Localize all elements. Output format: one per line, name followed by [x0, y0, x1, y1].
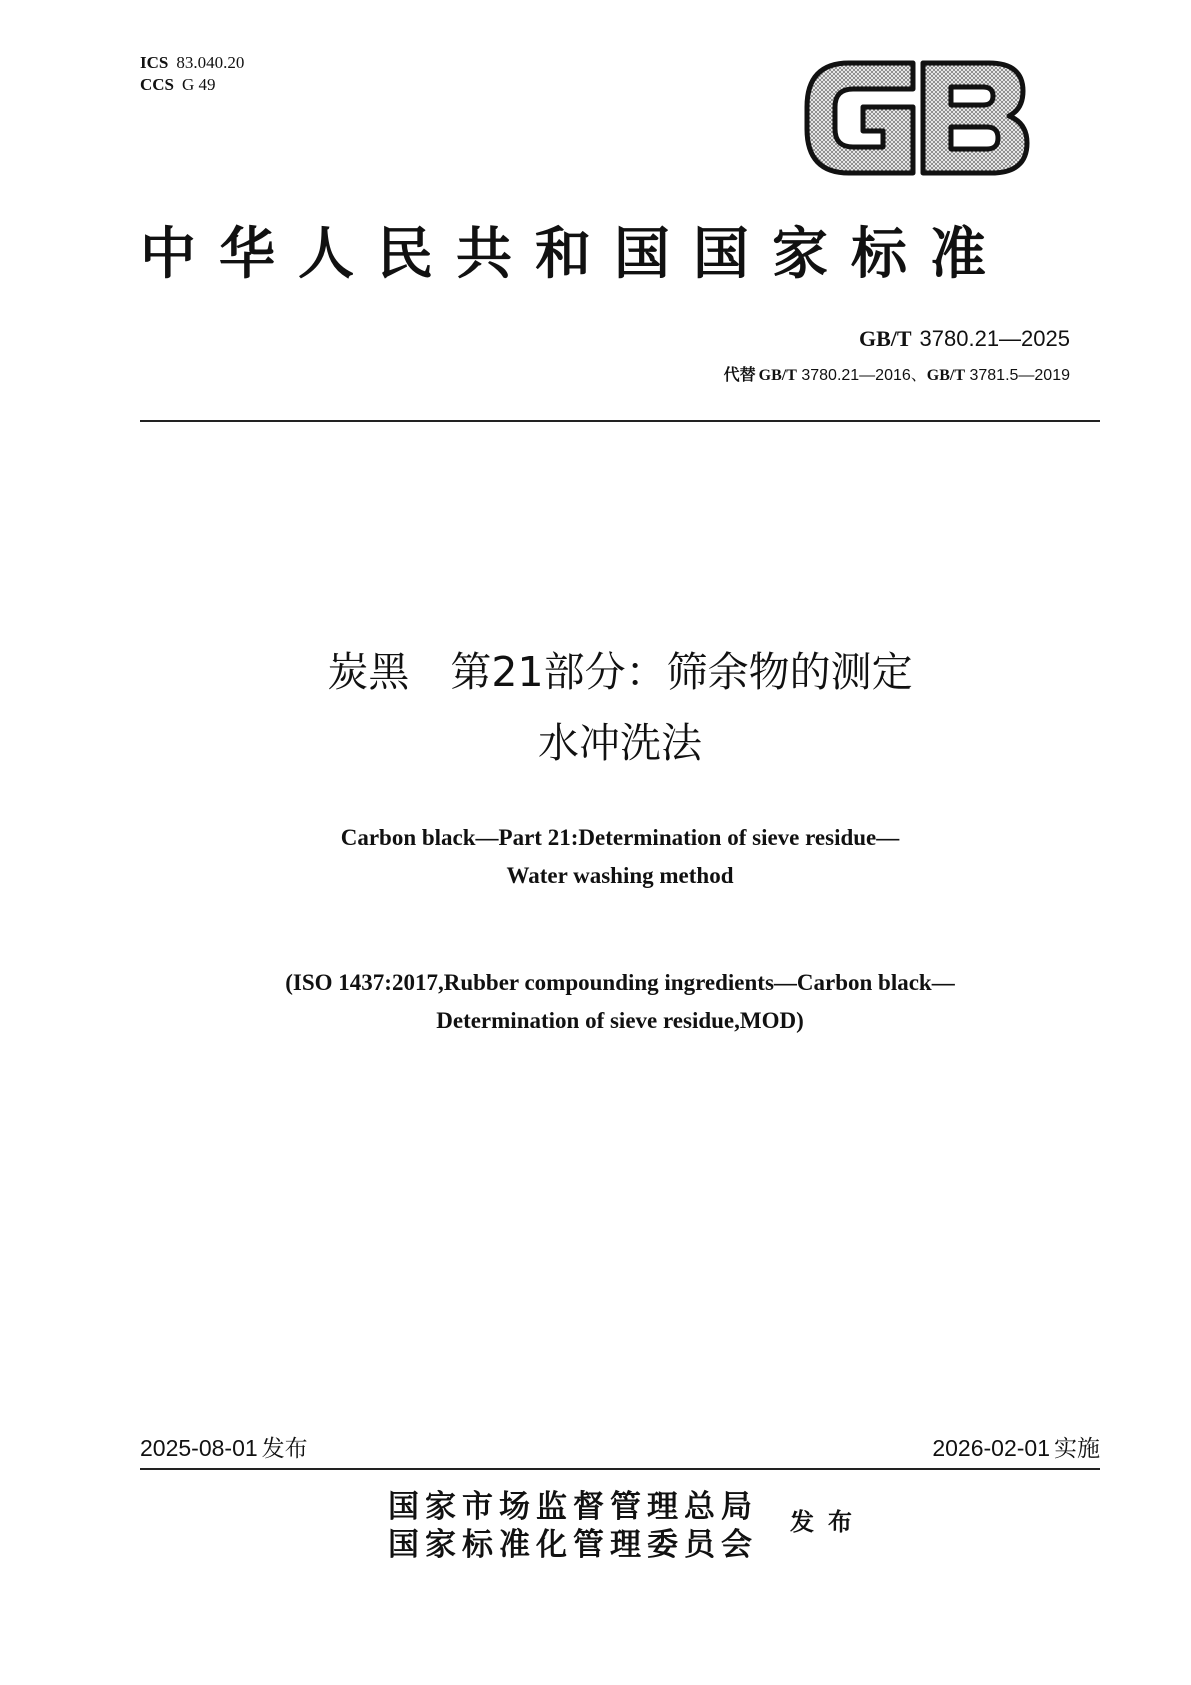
standard-number-value: 3780.21—2025	[919, 326, 1070, 351]
issue-date-value: 2025-08-01	[140, 1435, 258, 1461]
issue-date-word: 发布	[261, 1436, 308, 1462]
issue-date	[140, 1434, 308, 1463]
ccs-value: G 49	[182, 75, 216, 94]
national-standard-title: 中华人民共和国国家标准	[140, 221, 1009, 287]
ics-code	[140, 52, 244, 74]
standard-prefix: GB/T	[858, 326, 912, 351]
header-divider	[140, 420, 1100, 422]
standard-number	[859, 326, 1070, 352]
footer-divider	[140, 1468, 1100, 1470]
title-en-line1: Carbon black—Part 21:Determination of sieve residue—	[340, 825, 900, 850]
gb-logo-graphic	[801, 57, 1031, 179]
ccs-code	[140, 74, 244, 96]
classification-codes	[140, 52, 244, 96]
replaces-standards	[724, 365, 1070, 386]
ccs-label: CCS	[140, 75, 175, 94]
effective-date-value: 2026-02-01	[932, 1435, 1050, 1461]
gb-logo	[801, 57, 1031, 179]
title-en-line2: Water washing method	[506, 863, 734, 888]
replaced-2-number: 3781.5—2019	[969, 367, 1070, 384]
ics-value: 83.040.20	[176, 53, 245, 72]
issue-action: 发布	[790, 1507, 866, 1536]
effective-date-word: 实施	[1054, 1436, 1100, 1462]
replaced-2-prefix: GB/T	[926, 367, 966, 384]
iso-reference-line2: Determination of sieve residue,MOD)	[436, 1008, 804, 1033]
replaced-1-prefix: GB/T	[758, 367, 797, 384]
issuing-authorities	[388, 1488, 758, 1564]
title-zh-line2: 水冲洗法	[538, 719, 702, 767]
replaces-label: 代替	[723, 365, 756, 384]
iso-reference-line1: (ISO 1437:2017,Rubber compounding ingredients—Carbon black—	[285, 970, 955, 995]
effective-date	[932, 1434, 1100, 1463]
title-zh-line1: 炭黑 第21部分：筛余物的测定	[327, 648, 913, 696]
replaced-1-number: 3780.21—2016、	[801, 367, 927, 384]
issuer-2: 国家标准化管理委员会	[388, 1527, 758, 1563]
issuer-1: 国家市场监督管理总局	[388, 1489, 758, 1525]
ics-label: ICS	[140, 53, 169, 72]
